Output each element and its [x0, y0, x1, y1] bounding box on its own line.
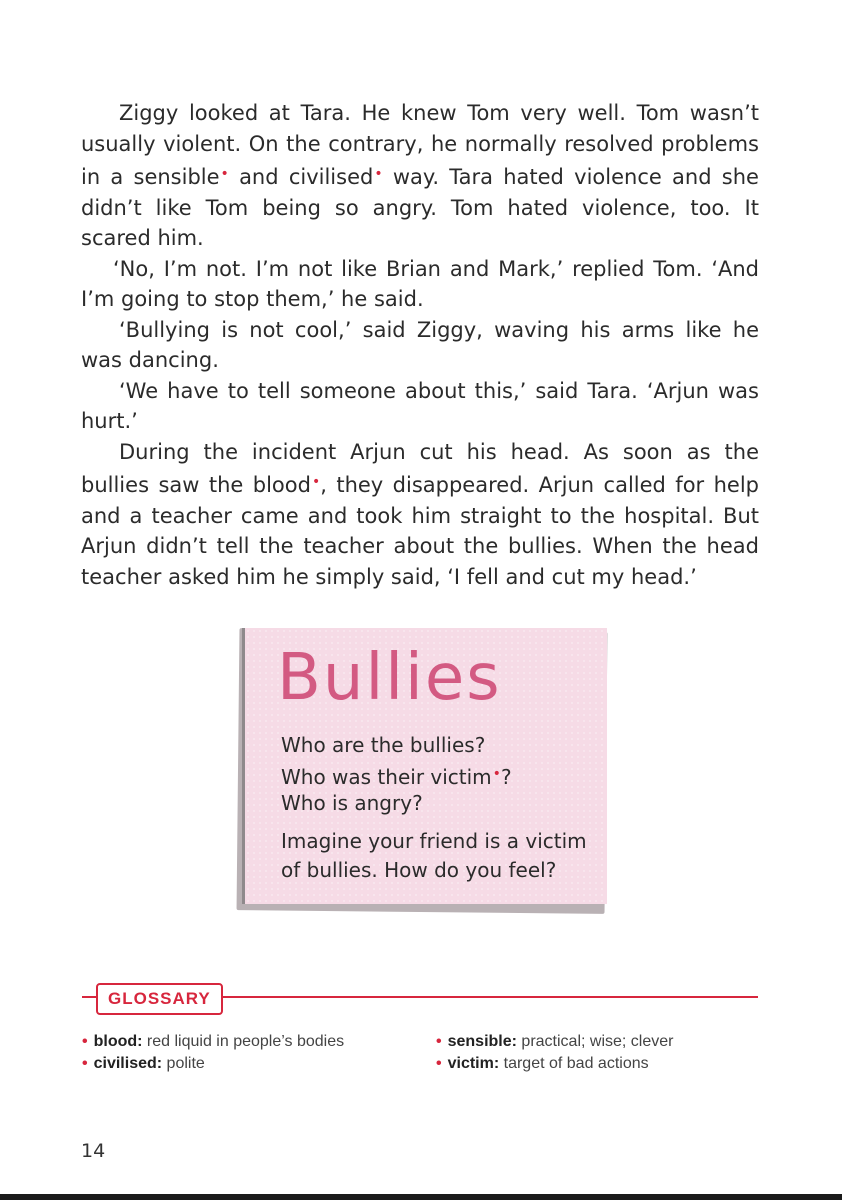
note-question-1: Who are the bullies?: [281, 733, 486, 757]
sticky-note: [232, 620, 620, 920]
glossary-marker: •: [220, 166, 229, 182]
glossary-item-blood: • blood: red liquid in people’s bodies: [82, 1033, 345, 1050]
glossary-marker: •: [374, 166, 383, 182]
note-question-2: Who was their victim•?: [281, 765, 512, 789]
note-title: Bullies: [277, 641, 502, 715]
paragraph-2: ‘No, I’m not. I’m not like Brian and Mark,’ replied Tom. ‘And I’m going to stop them,’ he said.: [81, 256, 759, 311]
bottom-border: [0, 1194, 842, 1200]
glossary-marker: •: [311, 474, 321, 490]
glossary-item-sensible: • sensible: practical; wise; clever: [436, 1033, 674, 1050]
glossary-item-civilised: • civilised: polite: [82, 1055, 205, 1072]
glossary-label: GLOSSARY: [96, 983, 223, 1015]
note-question-3: Who is angry?: [281, 791, 423, 815]
paragraph-5: During the incident Arjun cut his head. As soon as the bullies saw the blood•, they disappeared. Arjun called for help and a teacher came and took him straight to the hospital. But Arjun didn’t tell the teacher about the bullies. When the head teacher asked him he simply said, ‘I fell and cut my head.’: [81, 439, 760, 589]
paragraph-1: Ziggy looked at Tara. He knew Tom very well. Tom wasn’t usually violent. On the contrary, he normally resolved problems in a sensible• and civilised• way. Tara hated violence and she didn’t like Tom being so angry. Tom hated violence, too. It scared him.: [81, 101, 759, 250]
paragraph-4: ‘We have to tell someone about this,’ said Tara. ‘Arjun was hurt.’: [81, 378, 759, 433]
note-question-4: Imagine your friend is a victim of bullies. How do you feel?: [281, 829, 587, 882]
page-number: 14: [81, 1140, 106, 1162]
note-card: [242, 628, 607, 904]
glossary-marker: •: [492, 766, 501, 782]
paragraph-3: ‘Bullying is not cool,’ said Ziggy, waving his arms like he was dancing.: [81, 317, 759, 372]
glossary-item-victim: • victim: target of bad actions: [436, 1055, 649, 1072]
story-text: [81, 98, 759, 592]
